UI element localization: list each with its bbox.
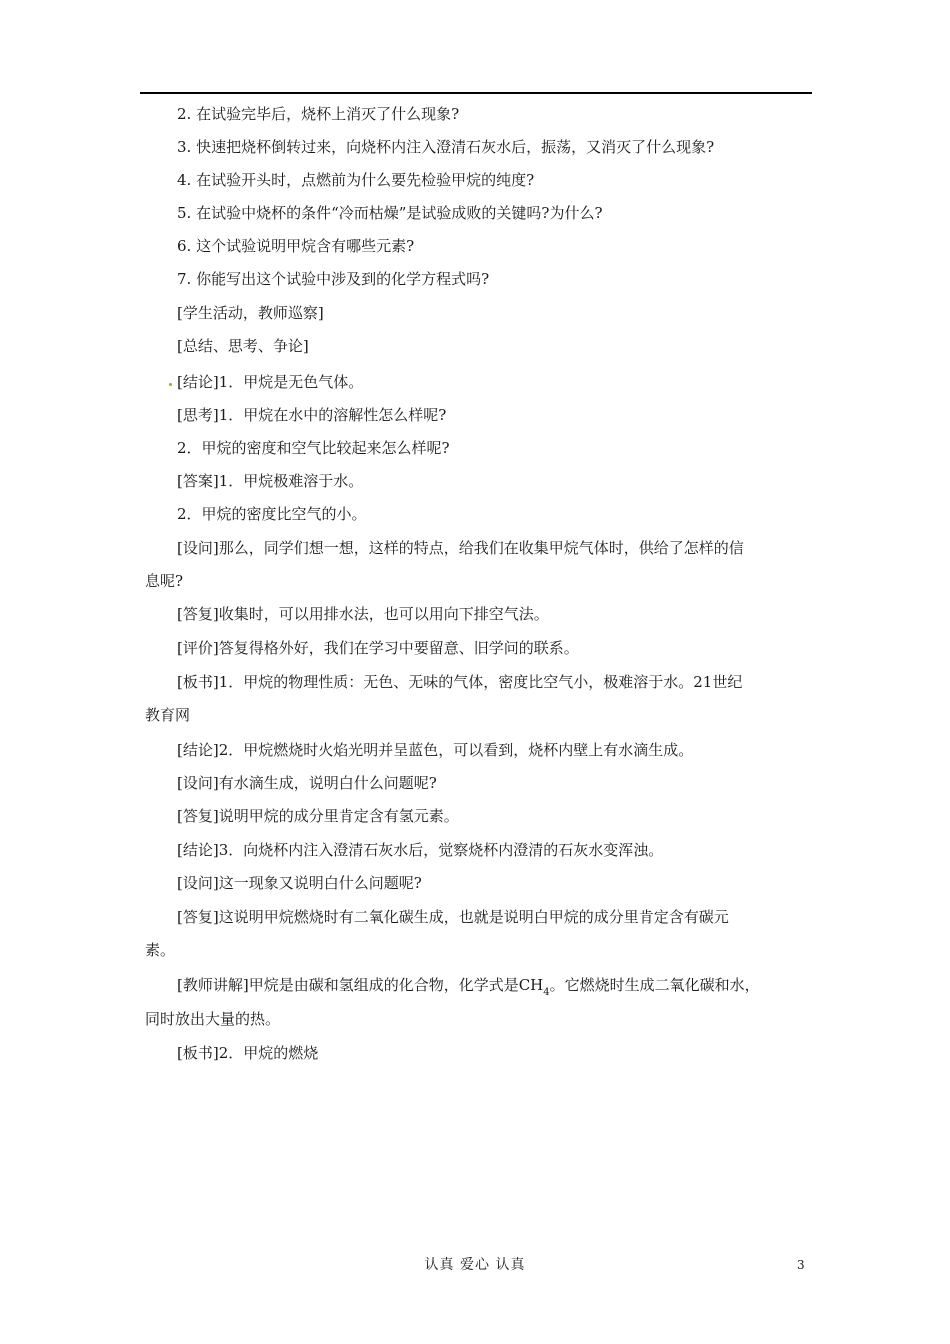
- question-5: 5. 在试验中烧杯的条件“冷而枯燥”是试验成败的关键吗?为什么?: [177, 204, 603, 222]
- reply-hydrogen: [答复]说明甲烷的成分里肯定含有氢元素。: [177, 807, 459, 825]
- question-3: 3. 快速把烧杯倒转过来，向烧杯内注入澄清石灰水后，振荡，又消灭了什么现象?: [177, 138, 715, 156]
- student-activity-label: [学生活动，教师巡察]: [177, 304, 324, 322]
- answer-1: [答案]1．甲烷极难溶于水。: [177, 472, 364, 490]
- formula-text-before: [教师讲解]甲烷是由碳和氢组成的化合物，化学式是CH: [177, 976, 544, 994]
- board-2: [板书]2．甲烷的燃烧: [177, 1044, 319, 1062]
- question-2: 2. 在试验完毕后，烧杯上消灭了什么现象?: [177, 105, 460, 123]
- conclusion-3: [结论]3．向烧杯内注入澄清石灰水后，觉察烧杯内澄清的石灰水变浑浊。: [177, 841, 664, 859]
- conclusion-1: [结论]1．甲烷是无色气体。: [177, 373, 364, 391]
- reply-carbon-cont: 素。: [145, 941, 176, 959]
- question-water: [设问]有水滴生成，说明白什么问题呢?: [177, 774, 437, 792]
- header-rule: [140, 92, 812, 94]
- summary-label: [总结、思考、争论]: [177, 337, 309, 355]
- reply-collect: [答复]收集时，可以用排水法，也可以用向下排空气法。: [177, 605, 549, 623]
- page-number: 3: [797, 1258, 805, 1272]
- think-1: [思考]1．甲烷在水中的溶解性怎么样呢?: [177, 406, 447, 424]
- conclusion-2: [结论]2．甲烷燃烧时火焰光明并呈蓝色，可以看到，烧杯内壁上有水滴生成。: [177, 741, 694, 759]
- board-1: [板书]1．甲烷的物理性质：无色、无味的气体，密度比空气小，极难溶于水。21世纪: [177, 673, 743, 691]
- footer-text: 认真 爱心 认真: [424, 1257, 526, 1273]
- question-4: 4. 在试验开头时，点燃前为什么要先检验甲烷的纯度?: [177, 171, 535, 189]
- formula-text-after: 。它燃烧时生成二氧化碳和水，: [549, 976, 760, 994]
- question-phenomenon: [设问]这一现象又说明白什么问题呢?: [177, 874, 422, 892]
- answer-2: 2．甲烷的密度比空气的小。: [177, 505, 367, 523]
- evaluation: [评价]答复得格外好，我们在学习中要留意、旧学问的联系。: [177, 639, 579, 657]
- teacher-explanation-cont: 同时放出大量的热。: [145, 1010, 281, 1028]
- think-2: 2．甲烷的密度和空气比较起来怎么样呢?: [177, 439, 450, 457]
- question-collect: [设问]那么，同学们想一想，这样的特点，给我们在收集甲烷气体时，供给了怎样的信: [177, 539, 744, 557]
- question-7: 7. 你能写出这个试验中涉及到的化学方程式吗?: [177, 270, 490, 288]
- reply-carbon: [答复]这说明甲烷燃烧时有二氧化碳生成，也就是说明白甲烷的成分里肯定含有碳元: [177, 908, 729, 926]
- question-6: 6. 这个试验说明甲烷含有哪些元素?: [177, 237, 415, 255]
- board-1-cont: 教育网: [145, 706, 191, 724]
- margin-dot: [169, 383, 172, 386]
- formula-subscript: 4: [543, 987, 550, 998]
- question-collect-cont: 息呢?: [145, 572, 184, 590]
- teacher-explanation: [177, 975, 760, 998]
